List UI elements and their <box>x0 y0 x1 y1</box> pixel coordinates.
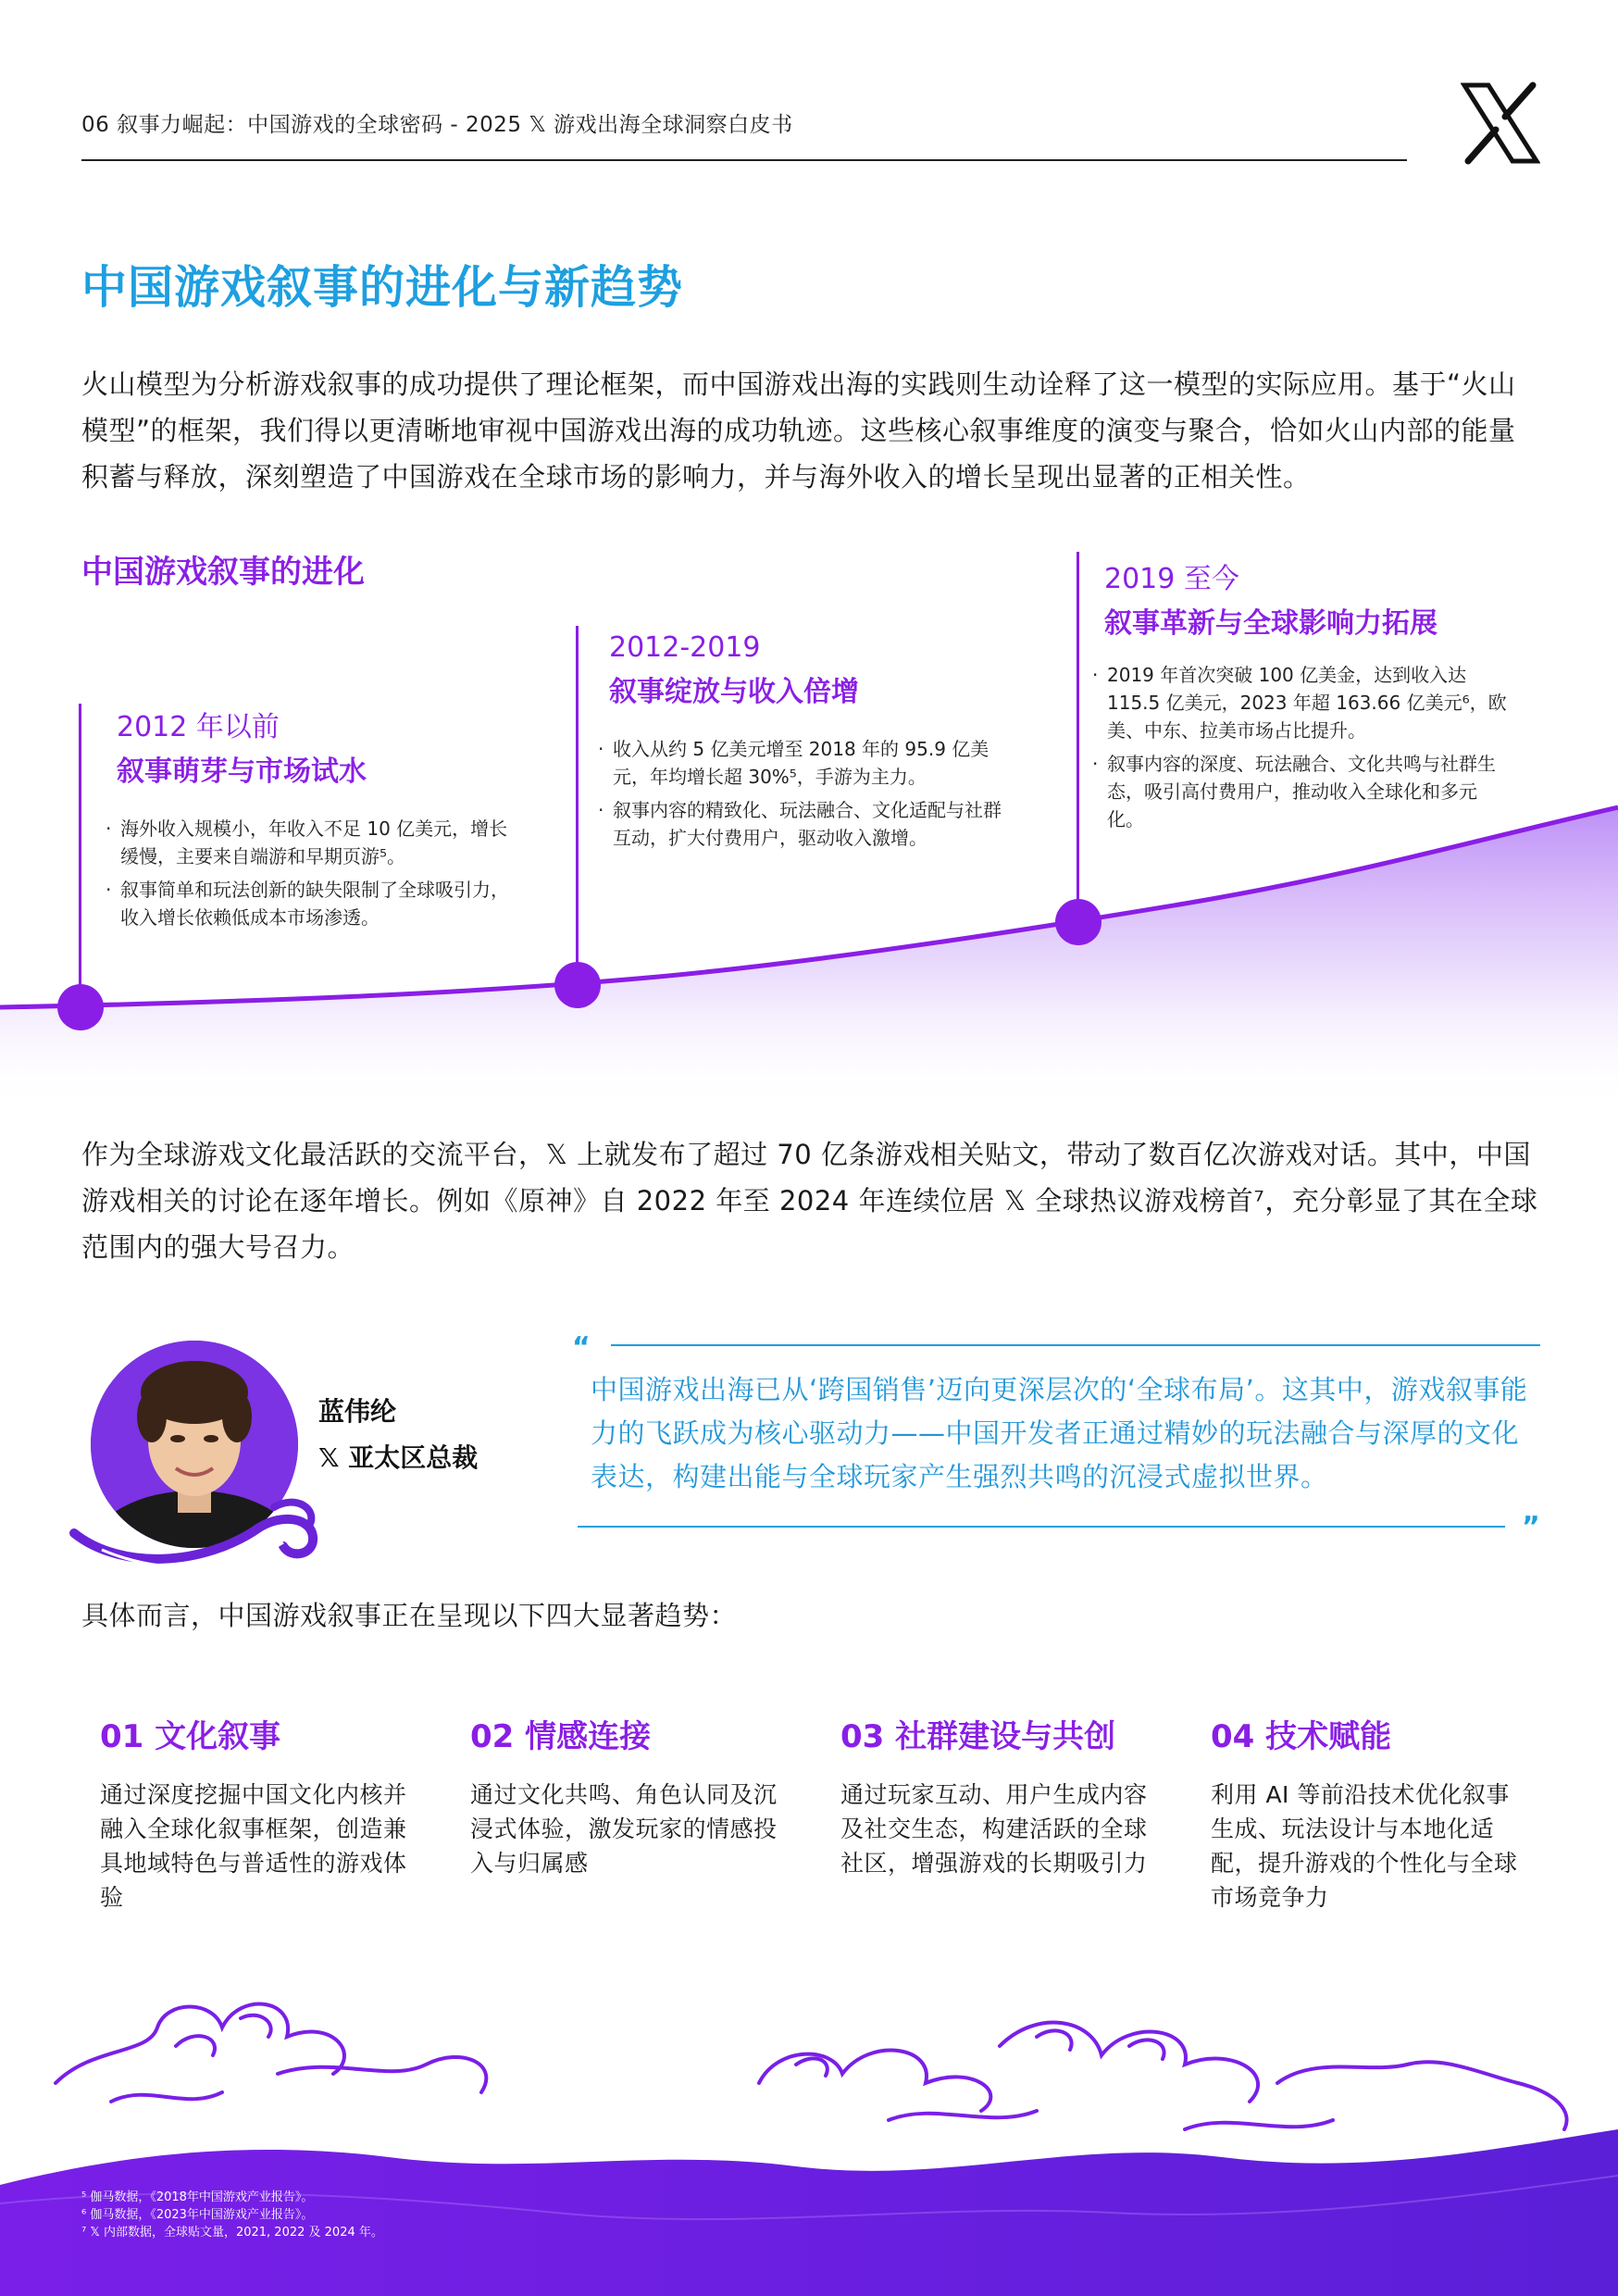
footnote: ⁷ 𝕏 内部数据，全球贴文量，2021, 2022 及 2024 年。 <box>81 2226 383 2240</box>
stage-3-bullet: · 2019 年首次突破 100 亿美金，达到收入达 115.5 亿美元，2023 年超 163.66 亿美元⁶，欧美、中东、拉美市场占比提升。 <box>1090 661 1507 744</box>
trend-4-title: 04 技术赋能 <box>1211 1718 1392 1755</box>
footnote: ⁶ 伽马数据，《2023年中国游戏产业报告》。 <box>81 2208 314 2222</box>
stage-1-heading <box>117 705 542 794</box>
quote-bottom-rule <box>578 1526 1505 1528</box>
footnote: ⁵ 伽马数据，《2018年中国游戏产业报告》。 <box>81 2190 314 2204</box>
stage-3-period: 2019 至今 <box>1104 563 1239 595</box>
stage-1-bullets <box>104 815 511 937</box>
stage-3-bullet: · 叙事内容的深度、玩法融合、文化共鸣与社群生态，吸引高付费用户，推动收入全球化和多元化。 <box>1090 750 1507 833</box>
stage-2-bullets <box>596 735 1013 857</box>
header-rule <box>81 159 1407 161</box>
platform-paragraph: 作为全球游戏文化最活跃的交流平台，𝕏 上就发布了超过 70 亿条游戏相关贴文，带动了数百亿次游戏对话。其中，中国游戏相关的讨论在逐年增长。例如《原神》自 2022 年至 2024 年连续位居 𝕏 全球热议游戏榜首⁷，充分彰显了其在全球范围内的强大号召力。 <box>81 1139 1538 1263</box>
stage-2-dot <box>554 962 601 1008</box>
stage-2-bullet: · 叙事内容的精致化、玩法融合、文化适配与社群互动，扩大付费用户，驱动收入激增。 <box>596 796 1013 852</box>
trend-1-body: 通过深度挖掘中国文化内核并融入全球化叙事框架，创造兼具地域特色与普适性的游戏体验 <box>100 1781 407 1911</box>
quote-open-mark: “ <box>572 1331 591 1364</box>
stage-3-headline: 叙事革新与全球影响力拓展 <box>1104 607 1438 640</box>
trend-3-title: 03 社群建设与共创 <box>840 1718 1116 1755</box>
person-role: 𝕏 亚太区总裁 <box>318 1442 479 1473</box>
trend-2-title: 02 情感连接 <box>470 1718 652 1755</box>
stage-1-period: 2012 年以前 <box>117 711 280 743</box>
stage-2-bullet: · 收入从约 5 亿美元增至 2018 年的 95.9 亿美元，年均增长超 30%⁵，手游为主力。 <box>596 735 1013 791</box>
avatar <box>65 1328 324 1578</box>
stage-3-heading <box>1104 557 1567 646</box>
trend-3-body: 通过玩家互动、用户生成内容及社交生态，构建活跃的全球社区，增强游戏的长期吸引力 <box>840 1781 1148 1877</box>
footnotes <box>81 2189 383 2241</box>
stage-2-heading <box>609 626 1035 715</box>
person-name: 蓝伟纶 <box>318 1396 397 1427</box>
stage-1-headline: 叙事萌芽与市场试水 <box>117 755 367 788</box>
stage-2-line <box>576 626 579 987</box>
quote-text: 中国游戏出海已从‘跨国销售’迈向更深层次的‘全球布局’。这其中，游戏叙事能力的飞跃成为核心驱动力——中国开发者正通过精妙的玩法融合与深厚的文化表达，构建出能与全球玩家产生强烈共鸣的沉浸式虚拟世界。 <box>591 1374 1528 1492</box>
header-text: 06 叙事力崛起：中国游戏的全球密码 - 2025 𝕏 游戏出海全球洞察白皮书 <box>81 113 793 137</box>
footer-clouds <box>0 1972 1618 2296</box>
page-title: 中国游戏叙事的进化与新趋势 <box>81 261 684 314</box>
trend-4-body: 利用 AI 等前沿技术优化叙事生成、玩法设计与本地化适配，提升游戏的个性化与全球市场竞争力 <box>1211 1781 1518 1911</box>
trend-2-body: 通过文化共鸣、角色认同及沉浸式体验，激发玩家的情感投入与归属感 <box>470 1781 778 1877</box>
stage-1-dot <box>57 984 104 1030</box>
stage-1-bullet: · 海外收入规模小，年收入不足 10 亿美元，增长缓慢，主要来自端游和早期页游⁵。 <box>104 815 511 870</box>
stage-3-dot <box>1055 899 1101 945</box>
trend-1-title: 01 文化叙事 <box>100 1718 281 1755</box>
quote-close-mark: ” <box>1522 1511 1540 1543</box>
evolution-title: 中国游戏叙事的进化 <box>81 554 365 591</box>
stage-3-line <box>1077 552 1079 922</box>
stage-2-headline: 叙事绽放与收入倍增 <box>609 676 859 708</box>
x-logo-icon <box>1461 81 1540 165</box>
stage-2-period: 2012-2019 <box>609 631 761 664</box>
stage-1-line <box>79 704 81 1009</box>
stage-1-bullet: · 叙事简单和玩法创新的缺失限制了全球吸引力，收入增长依赖低成本市场渗透。 <box>104 876 511 931</box>
intro-paragraph: 火山模型为分析游戏叙事的成功提供了理论框架，而中国游戏出海的实践则生动诠释了这一模型的实际应用。基于“火山模型”的框架，我们得以更清晰地审视中国游戏出海的成功轨迹。这些核心叙事维度的演变与聚合，恰如火山内部的能量积蓄与释放，深刻塑造了中国游戏在全球市场的影响力，并与海外收入的增长呈现出显著的正相关性。 <box>81 368 1516 493</box>
stage-3-bullets <box>1090 661 1507 839</box>
quote-top-rule <box>611 1344 1540 1346</box>
trends-intro: 具体而言，中国游戏叙事正在呈现以下四大显著趋势： <box>81 1600 738 1631</box>
